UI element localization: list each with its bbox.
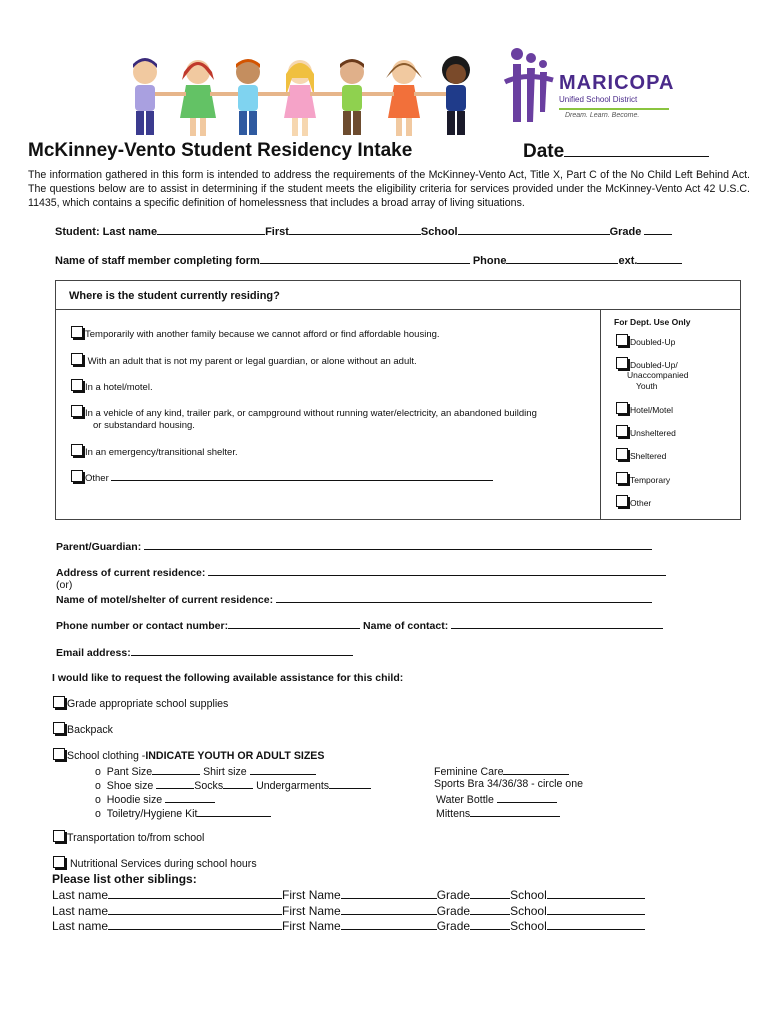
page-title: McKinney-Vento Student Residency Intake: [28, 140, 413, 161]
assistance-heading: I would like to request the following available assistance for this child:: [52, 672, 404, 684]
size-field[interactable]: [470, 806, 560, 817]
sibling-first-field[interactable]: [341, 919, 437, 930]
logo-name: MARICOPA: [559, 72, 675, 94]
sibling-school-label: School: [510, 888, 547, 902]
sibling-last-field[interactable]: [108, 904, 282, 915]
sports-bra-row: Sports Bra 34/36/38 - circle one: [434, 778, 583, 790]
staff-field[interactable]: [260, 253, 470, 264]
size-field[interactable]: [197, 806, 271, 817]
mittens-row: [436, 806, 560, 820]
residence-box: [55, 280, 741, 520]
size-label: Water Bottle: [436, 794, 494, 806]
size-field[interactable]: [223, 778, 253, 789]
assist-label-bold: INDICATE YOUTH OR ADULT SIZES: [145, 750, 325, 762]
residence-question: Where is the student currently residing?: [69, 290, 280, 302]
checkbox-icon[interactable]: [616, 472, 628, 484]
sibling-last-label: Last name: [52, 919, 109, 933]
student-info-row: [55, 224, 672, 238]
checkbox-icon[interactable]: [616, 357, 628, 369]
checkbox-icon[interactable]: [53, 856, 65, 868]
assist-transportation[interactable]: [53, 830, 204, 844]
sibling-school-label: School: [510, 919, 547, 933]
dept-label: Doubled-Up/: [630, 360, 678, 370]
sibling-grade-field[interactable]: [470, 888, 510, 899]
last-name-field[interactable]: [157, 224, 265, 235]
email-label: Email address:: [56, 647, 131, 659]
checkbox-icon[interactable]: [71, 444, 83, 456]
parent-label: Parent/Guardian:: [56, 541, 142, 553]
assist-clothing[interactable]: [53, 748, 324, 762]
sibling-grade-label: Grade: [436, 904, 471, 918]
sibling-school-field[interactable]: [547, 888, 645, 899]
parent-row: [56, 539, 652, 553]
sibling-grade-field[interactable]: [470, 904, 510, 915]
assist-label: Nutritional Services during school hours: [69, 858, 257, 870]
phone-contact-row: [56, 618, 663, 632]
size-label: Feminine Care: [434, 766, 504, 778]
motel-row: [56, 592, 652, 606]
option-label: Temporarily with another family because we cannot afford or find affordable housing.: [85, 329, 440, 340]
dept-label: Unsheltered: [630, 428, 676, 438]
intro-paragraph: The information gathered in this form is intended to address the requirements of the McKinney-Vento Act, Title X, Part C of the No Child Left Behind Act. The questions below are to assist in determining if the student meets the eligibility criteria for services provided under the McKinney-Vento Act 42 U.S.C. 11435, which contains a specific definition of homelessness that includes a broad array of living situations.: [28, 169, 750, 209]
ext-field[interactable]: [637, 253, 682, 264]
motel-label: Name of motel/shelter of current residence:: [56, 594, 274, 606]
size-field[interactable]: [503, 764, 569, 775]
clothing-sizes-row-2: o Shoe size Socks Undergarments: [95, 778, 371, 792]
sibling-grade-label: Grade: [436, 888, 471, 902]
sibling-school-label: School: [510, 904, 547, 918]
address-label: Address of current residence:: [56, 567, 206, 579]
email-field[interactable]: [131, 645, 353, 656]
size-field[interactable]: [152, 764, 200, 775]
checkbox-icon[interactable]: [616, 402, 628, 414]
checkbox-icon[interactable]: [616, 448, 628, 460]
option-label: In a vehicle of any kind, trailer park, or campground without running water/electricity, an abandoned building: [85, 408, 537, 419]
sibling-last-label: Last name: [52, 888, 109, 902]
sibling-first-label: First Name: [282, 919, 341, 933]
dept-other[interactable]: [616, 495, 651, 508]
last-name-label: Student: Last name: [55, 226, 158, 238]
first-name-field[interactable]: [289, 224, 421, 235]
size-label: Pant Size: [106, 766, 153, 778]
school-field[interactable]: [458, 224, 610, 235]
child-figure-5: [340, 59, 364, 135]
size-label: Hoodie size: [106, 794, 163, 806]
first-name-label: First: [265, 226, 289, 238]
dept-label: Sheltered: [630, 451, 667, 461]
dept-unsheltered[interactable]: [616, 425, 676, 438]
logo-tagline: Dream. Learn. Become.: [565, 112, 640, 119]
sibling-row: [52, 919, 645, 933]
child-figure-7: [442, 56, 470, 135]
sibling-last-field[interactable]: [108, 919, 282, 930]
grade-field[interactable]: [644, 224, 672, 235]
logo-subtitle: Unified School District: [559, 95, 638, 104]
contact-phone-label: Phone number or contact number:: [56, 620, 229, 632]
other-field[interactable]: [111, 472, 493, 481]
email-row: [56, 645, 353, 659]
address-field[interactable]: [208, 565, 666, 576]
parent-field[interactable]: [144, 539, 652, 550]
size-field[interactable]: [156, 778, 194, 789]
size-field[interactable]: [329, 778, 371, 789]
child-figure-6: [386, 60, 422, 136]
checkbox-icon[interactable]: [53, 748, 65, 760]
ext-label: ext.: [618, 255, 638, 267]
checkbox-icon[interactable]: [616, 495, 628, 507]
sibling-grade-label: Grade: [436, 919, 471, 933]
option-label: In an emergency/transitional shelter.: [85, 447, 238, 458]
checkbox-icon[interactable]: [71, 353, 83, 365]
size-field[interactable]: [497, 792, 557, 803]
assist-supplies[interactable]: [53, 696, 228, 710]
option-temporarily[interactable]: [71, 326, 440, 340]
clothing-sizes-row-1: o Pant Size Shirt size: [95, 764, 316, 778]
checkbox-icon[interactable]: [71, 470, 83, 482]
checkbox-icon[interactable]: [616, 425, 628, 437]
phone-label: Phone: [472, 255, 507, 267]
checkbox-icon[interactable]: [53, 722, 65, 734]
sibling-row: [52, 888, 645, 902]
staff-info-row: [55, 253, 682, 267]
grade-label: Grade: [609, 226, 642, 238]
option-shelter[interactable]: [71, 444, 238, 458]
date-label: Date: [523, 140, 709, 163]
dept-label: Hotel/Motel: [630, 405, 673, 415]
checkbox-icon[interactable]: [616, 334, 628, 346]
address-row: [56, 565, 666, 579]
option-label: Other: [85, 473, 109, 484]
sibling-first-field[interactable]: [341, 888, 437, 899]
dept-unaccompanied[interactable]: [616, 357, 678, 370]
maricopa-logo: [495, 42, 680, 142]
dept-label: Doubled-Up: [630, 337, 676, 347]
clothing-sizes-row-3: o Hoodie size: [95, 792, 215, 806]
dept-doubled-up[interactable]: [616, 334, 675, 347]
option-hotel[interactable]: [71, 379, 153, 393]
phone-field[interactable]: [506, 253, 618, 264]
box-divider: [600, 309, 601, 519]
size-label: Shoe size: [106, 780, 154, 792]
sibling-first-label: First Name: [282, 904, 341, 918]
contact-name-label: Name of contact:: [363, 620, 449, 632]
dept-label: Other: [630, 498, 652, 508]
contact-name-field[interactable]: [451, 618, 663, 629]
logo-figures-icon: [495, 42, 557, 142]
option-vehicle-cont: or substandard housing.: [93, 420, 195, 431]
checkbox-icon[interactable]: [71, 405, 83, 417]
option-other[interactable]: [71, 470, 493, 484]
size-field[interactable]: [165, 792, 215, 803]
checkbox-icon[interactable]: [71, 379, 83, 391]
child-figure-1: [133, 58, 157, 135]
dept-hotel[interactable]: [616, 402, 673, 415]
sibling-first-label: First Name: [282, 888, 341, 902]
dept-temporary[interactable]: [616, 472, 670, 485]
children-illustration: [120, 52, 500, 140]
checkbox-icon[interactable]: [53, 696, 65, 708]
size-field[interactable]: [250, 764, 316, 775]
contact-phone-field[interactable]: [228, 618, 360, 629]
siblings-heading: Please list other siblings:: [52, 872, 197, 886]
dept-youth: Youth: [636, 381, 658, 391]
sibling-grade-field[interactable]: [470, 919, 510, 930]
checkbox-icon[interactable]: [53, 830, 65, 842]
size-label: Undergarments: [256, 780, 330, 792]
assist-label: Transportation to/from school: [67, 832, 205, 844]
sibling-school-field[interactable]: [547, 904, 645, 915]
clothing-sizes-row-4: o Toiletry/Hygiene Kit: [95, 806, 271, 820]
size-label: Shirt size: [203, 766, 247, 778]
size-label: Toiletry/Hygiene Kit: [106, 808, 198, 820]
child-figure-3: [236, 59, 260, 135]
checkbox-icon[interactable]: [71, 326, 83, 338]
assist-backpack[interactable]: [53, 722, 113, 736]
child-figure-4: [284, 60, 316, 136]
option-label: With an adult that is not my parent or legal guardian, or alone without an adult.: [87, 356, 417, 367]
dept-unaccompanied-2: Unaccompanied: [627, 370, 689, 380]
assist-label: Grade appropriate school supplies: [67, 698, 229, 710]
sibling-first-field[interactable]: [341, 904, 437, 915]
assist-label: Backpack: [67, 724, 113, 736]
logo-underline: [559, 108, 669, 110]
size-label: Socks: [194, 780, 224, 792]
dept-use-title: For Dept. Use Only: [614, 317, 691, 327]
option-with-adult[interactable]: [71, 353, 417, 367]
option-label: In a hotel/motel.: [85, 382, 153, 393]
sibling-last-label: Last name: [52, 904, 109, 918]
staff-label: Name of staff member completing form: [55, 255, 260, 267]
water-bottle-row: [436, 792, 557, 806]
sibling-last-field[interactable]: [108, 888, 282, 899]
size-label: Mittens: [436, 808, 471, 820]
assist-label: School clothing -: [67, 750, 146, 762]
assist-nutrition[interactable]: [53, 856, 257, 870]
child-figure-2: [180, 60, 216, 136]
feminine-care-row: [434, 764, 569, 778]
sibling-school-field[interactable]: [547, 919, 645, 930]
option-vehicle[interactable]: [71, 405, 537, 419]
or-label: (or): [56, 579, 73, 591]
residence-header: [56, 281, 740, 310]
motel-field[interactable]: [276, 592, 652, 603]
dept-sheltered[interactable]: [616, 448, 666, 461]
school-label: School: [420, 226, 458, 238]
dept-label: Temporary: [630, 475, 671, 485]
date-field[interactable]: [564, 140, 709, 157]
sibling-row: [52, 904, 645, 918]
